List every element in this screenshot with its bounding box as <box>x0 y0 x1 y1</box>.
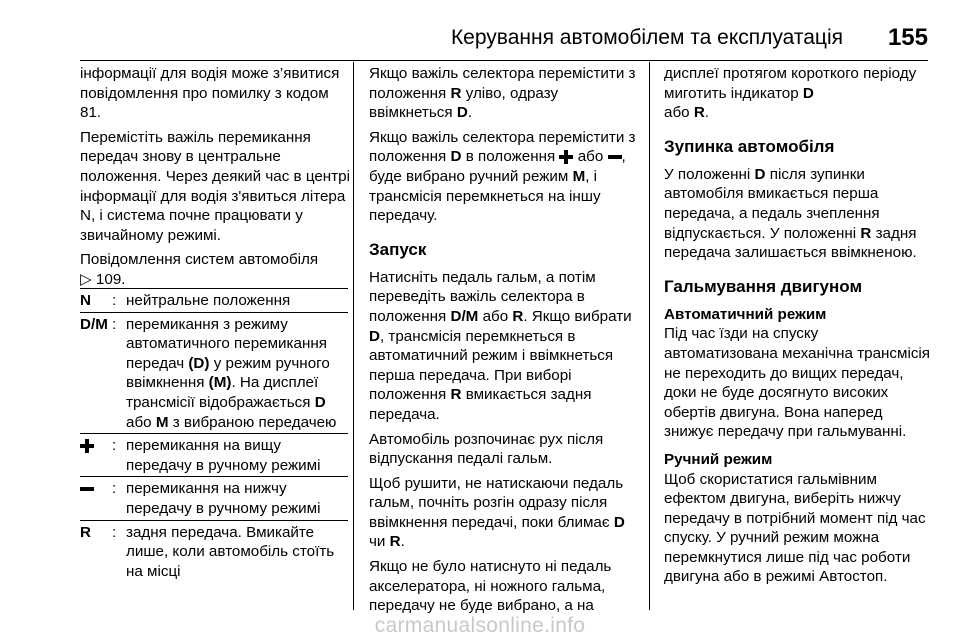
definition-value: нейтральне положення <box>126 292 291 309</box>
definition-row: N : нейтральне положення <box>80 288 348 312</box>
minus-icon <box>80 482 94 496</box>
column-3 <box>664 64 936 592</box>
paragraph: Автомобіль розпочинає рух після відпускання педалі гальм. <box>369 430 604 468</box>
paragraph: дисплеї протягом короткого періоду миготить індикатор D або R. <box>664 65 917 122</box>
definition-row: : перемикання на вищу передачу в ручному режимі <box>80 433 348 476</box>
definition-key: D/M <box>80 315 108 333</box>
definition-row: R : задня передача. Вмикайте лише, коли автомобіль стоїть на місці <box>80 520 348 583</box>
column-divider <box>353 62 354 610</box>
plus-icon <box>80 439 94 453</box>
definition-key <box>80 436 112 475</box>
definition-row: D/M : перемикання з режиму автоматичного перемикання передач (D) у режим ручного ввімкнення (M). На дисплеї трансмісії відображається D або M з вибраною передачею <box>80 312 348 434</box>
paragraph: Натисніть педаль гальм, а потім переведіть важіль селектора в положення D/M або R. Якщо вибрати D, трансмісія перемкнеться в автоматичний режим і ввімкнеться перша передача. При виборі положення R вмикається задня передача. <box>369 268 632 423</box>
definition-key <box>80 479 112 518</box>
column-2 <box>369 64 641 621</box>
column-1 <box>80 64 352 295</box>
paragraph: Під час їзди на спуску автоматизована механічна трансмісія не переходить до вищих передач, доки не буде досягнуто високих обертів двигуна. Вона наперед знижує передачу при гальмуванні. <box>664 325 931 441</box>
page-reference-link[interactable]: 109. <box>95 270 126 288</box>
definition-value: задня передача. Вмикайте лише, коли автомобіль стоїть на місці <box>126 523 335 580</box>
page-header <box>80 20 928 56</box>
reference-arrow-icon: ▷ <box>80 270 92 288</box>
minus-icon <box>608 150 622 164</box>
page-number: 155 <box>887 24 928 51</box>
paragraph: Щоб рушити, не натискаючи педаль гальм, почніть розгін одразу після ввімкнення передачі, поки блимає D чи R. <box>369 474 625 551</box>
subheading-automatic: Автоматичний режим <box>664 305 827 323</box>
paragraph: Щоб скористатися гальмівним ефектом двигуна, виберіть нижчу передачу в потрібний момент під час спуску. У ручний режим можна перемкнутися лише під час роботи двигуна або в режимі Автостоп. <box>664 470 926 586</box>
gear-definition-list <box>80 288 348 582</box>
section-heading-engine-braking: Гальмування двигуном <box>664 276 863 296</box>
definition-value: перемикання на вищу передачу в ручному режимі <box>126 437 321 474</box>
plus-icon <box>559 150 573 164</box>
header-divider <box>80 60 928 61</box>
definition-key: R <box>80 523 91 541</box>
paragraph: Якщо важіль селектора перемістити з положення D в положення або , буде вибрано ручний режим M, і трансмісія перемкнеться на іншу передачу. <box>369 128 636 225</box>
section-heading-start: Запуск <box>369 239 427 259</box>
section-heading-stop: Зупинка автомобіля <box>664 136 835 156</box>
definition-key: N <box>80 292 91 309</box>
definition-value: перемикання на нижчу передачу в ручному режимі <box>126 480 321 517</box>
paragraph: Якщо не було натиснуто ні педаль акселератора, ні ножного гальма, передачу не буде вибрано, а на <box>369 558 612 615</box>
paragraph: Перемістіть важіль перемикання передач знову в центральне положення. Через деякий час в центрі інформації для водія з'явиться літера N, і система почне працювати у звичайному режимі. <box>80 128 350 244</box>
paragraph: інформації для водія може з’явитися повідомлення про помилку з кодом 81. <box>80 65 340 122</box>
subheading-manual: Ручний режим <box>664 450 773 468</box>
paragraph: У положенні D після зупинки автомобіля вмикається перша передача, а педаль зчеплення відпускається. У положенні R задня передача залишається ввімкненою. <box>664 165 917 262</box>
chapter-title: Керування автомобілем та експлуатація <box>450 26 843 49</box>
column-divider <box>649 62 650 610</box>
watermark: carmanualsonline.info <box>374 614 586 637</box>
paragraph: Повідомлення систем автомобіля ▷ 109. <box>80 251 319 288</box>
paragraph: Якщо важіль селектора перемістити з положення R уліво, одразу ввімкнеться D. <box>369 65 636 122</box>
definition-value: перемикання з режиму автоматичного перемикання передач (D) у режим ручного ввімкнення (M). На дисплеї трансмісії відображається D або M з вибраною передачею <box>126 315 337 431</box>
definition-row: : перемикання на нижчу передачу в ручному режимі <box>80 476 348 519</box>
